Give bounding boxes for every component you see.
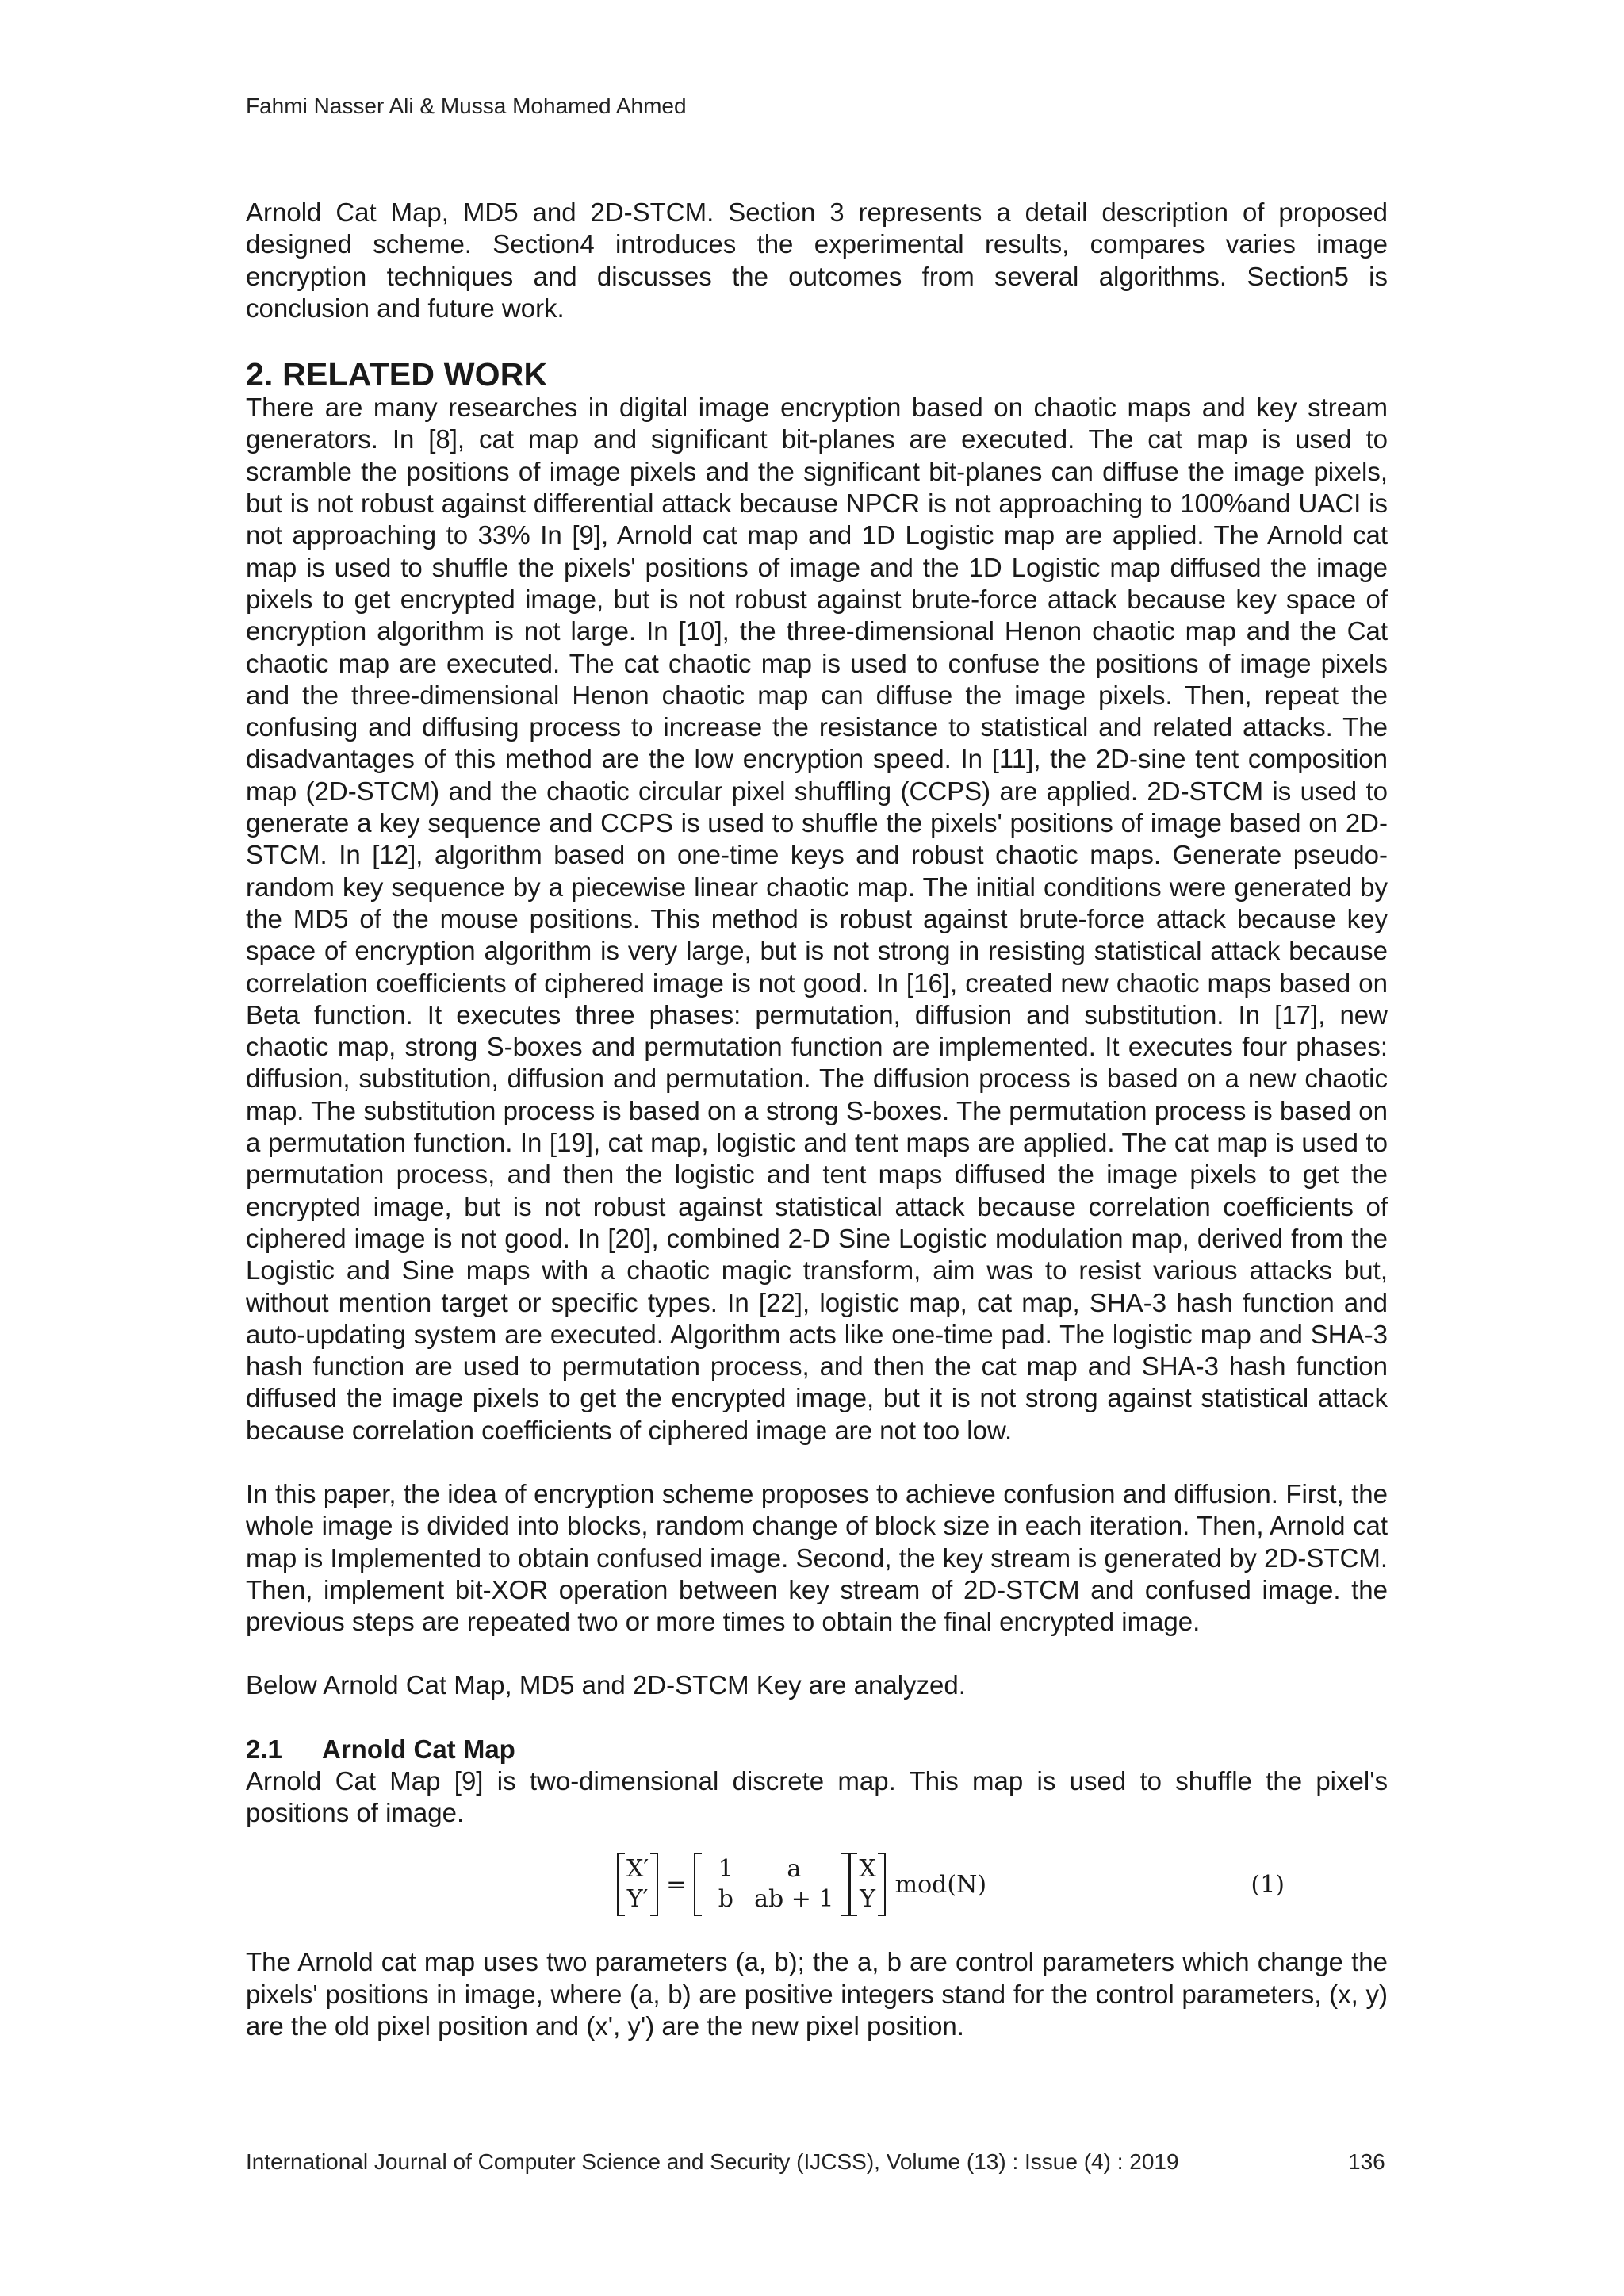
running-head-authors: Fahmi Nasser Ali & Mussa Mohamed Ahmed	[246, 94, 687, 118]
page-content	[246, 197, 1388, 2042]
subsection-number: 2.1	[246, 1734, 282, 1764]
equation-number: (1)	[1251, 1870, 1285, 1899]
spacer	[246, 1447, 1388, 1478]
mod-n: mod(N)	[894, 1870, 987, 1899]
spacer	[246, 1702, 1388, 1734]
related-work-paragraph-1: There are many researches in digital image encryption based on chaotic maps and key stream generators. In [8], cat map and significant bit-planes are executed. The cat map is used to scramble the positions of image pixels and the significant bit-planes can diffuse the image pixels, but is not robust against differential attack because NPCR is not approaching to 100%and UACI is not approaching to 33% In [9], Arnold cat map and 1D Logistic map are applied. The Arnold cat map is used to shuffle the pixels' positions of image and the 1D Logistic map diffused the image pixels to get encrypted image, but is not robust against brute-force attack because key space of encryption algorithm is not large. In [10], the three-dimensional Henon chaotic map and the Cat chaotic map are executed. The cat chaotic map is used to confuse the positions of image pixels and the three-dimensional Henon chaotic map can diffuse the image pixels. Then, repeat the confusing and diffusing process to increase the resistance to statistical and related attacks. The disadvantages of this method are the low encryption speed. In [11], the 2D-sine tent composition map (2D-STCM) and the chaotic circular pixel shuffling (CCPS) are applied. 2D-STCM is used to generate a key sequence and CCPS is used to shuffle the pixels' positions of image based on 2D-STCM. In [12], algorithm based on one-time keys and robust chaotic maps. Generate pseudo-random key sequence by a piecewise linear chaotic map. The initial conditions were generated by the MD5 of the mouse positions. This method is robust against brute-force attack because key space of encryption algorithm is very large, but is not strong in resisting statistical attack because correlation coefficients of ciphered image is not good. In [16], created new chaotic maps based on Beta function. It executes three phases: permutation, diffusion and substitution. In [17], new chaotic map, strong S-boxes and permutation function are implemented. It executes four phases: diffusion, substitution, diffusion and permutation. The diffusion process is based on a new chaotic map. The substitution process is based on a strong S-boxes. The permutation process is based on a permutation function. In [19], cat map, logistic and tent maps are applied. The cat map is used to permutation process, and then the logistic and tent maps diffused the image pixels to get the encrypted image, but is not robust against statistical attack because correlation coefficients of ciphered image is not good. In [20], combined 2-D Sine Logistic modulation map, derived from the Logistic and Sine maps with a chaotic magic transform, aim was to resist various attacks but, without mention target or specific types. In [22], logistic map, cat map, SHA-3 hash function and auto-updating system are executed. Algorithm acts like one-time pad. The logistic map and SHA-3 hash function are used to permutation process, and then the cat map and SHA-3 hash function diffused the image pixels to get the encrypted image, but it is not strong against statistical attack because correlation coefficients of ciphered image are not too low.	[246, 393, 1388, 1445]
rhs-x: X	[859, 1855, 876, 1884]
matrix-cell: b	[718, 1885, 733, 1914]
matrix-cell: a	[787, 1855, 802, 1884]
equation-arnold-cat-map	[246, 1846, 1388, 1922]
equals-sign: =	[666, 1870, 687, 1899]
spacer	[246, 1638, 1388, 1669]
footer-journal: International Journal of Computer Science and Security (IJCSS), Volume (13) : Issue (4) : 2019	[246, 2149, 1179, 2174]
related-work-paragraph-2: In this paper, the idea of encryption scheme proposes to achieve confusion and diffusion. First, the whole image is divided into blocks, random change of block size in each iteration. Then, Arnold cat map is Implemented to obtain confused image. Second, the key stream is generated by 2D-STCM. Then, implement bit-XOR operation between key stream of 2D-STCM and confused image. the previous steps are repeated two or more times to obtain the final encrypted image.	[246, 1478, 1388, 1637]
transform-matrix	[694, 1851, 849, 1918]
lhs-y-prime: Y′	[626, 1885, 649, 1914]
lhs-vector	[617, 1851, 658, 1918]
related-work-paragraph-3: Below Arnold Cat Map, MD5 and 2D-STCM Key are analyzed.	[246, 1670, 966, 1700]
subsection-title: Arnold Cat Map	[322, 1734, 515, 1764]
rhs-y: Y	[860, 1885, 875, 1914]
rhs-vector	[849, 1851, 885, 1918]
intro-paragraph: Arnold Cat Map, MD5 and 2D-STCM. Section 3 represents a detail description of proposed designed scheme. Section4 introduces the experimental results, compares varies image encryption techniques and discusses the outcomes from several algorithms. Section5 is conclusion and future work.	[246, 197, 1388, 323]
matrix-cell: 1	[718, 1855, 733, 1884]
equation-body	[617, 1846, 986, 1922]
footer-page-number: 136	[1348, 2149, 1385, 2174]
matrix-cell: ab + 1	[754, 1885, 834, 1914]
subsection-heading-arnold-cat-map	[246, 1734, 1388, 1765]
arnold-paragraph-2: The Arnold cat map uses two parameters (a, b); the a, b are control parameters which change the pixels' positions in image, where (a, b) are positive integers stand for the control parameters, (x, y) are the old pixel position and (x', y') are the new pixel position.	[246, 1947, 1388, 2041]
lhs-x-prime: X′	[626, 1855, 649, 1884]
arnold-paragraph-1: Arnold Cat Map [9] is two-dimensional discrete map. This map is used to shuffle the pixel's positions of image.	[246, 1765, 1388, 1828]
spacer	[246, 324, 1388, 357]
section-heading-related-work: 2. RELATED WORK	[246, 356, 548, 393]
